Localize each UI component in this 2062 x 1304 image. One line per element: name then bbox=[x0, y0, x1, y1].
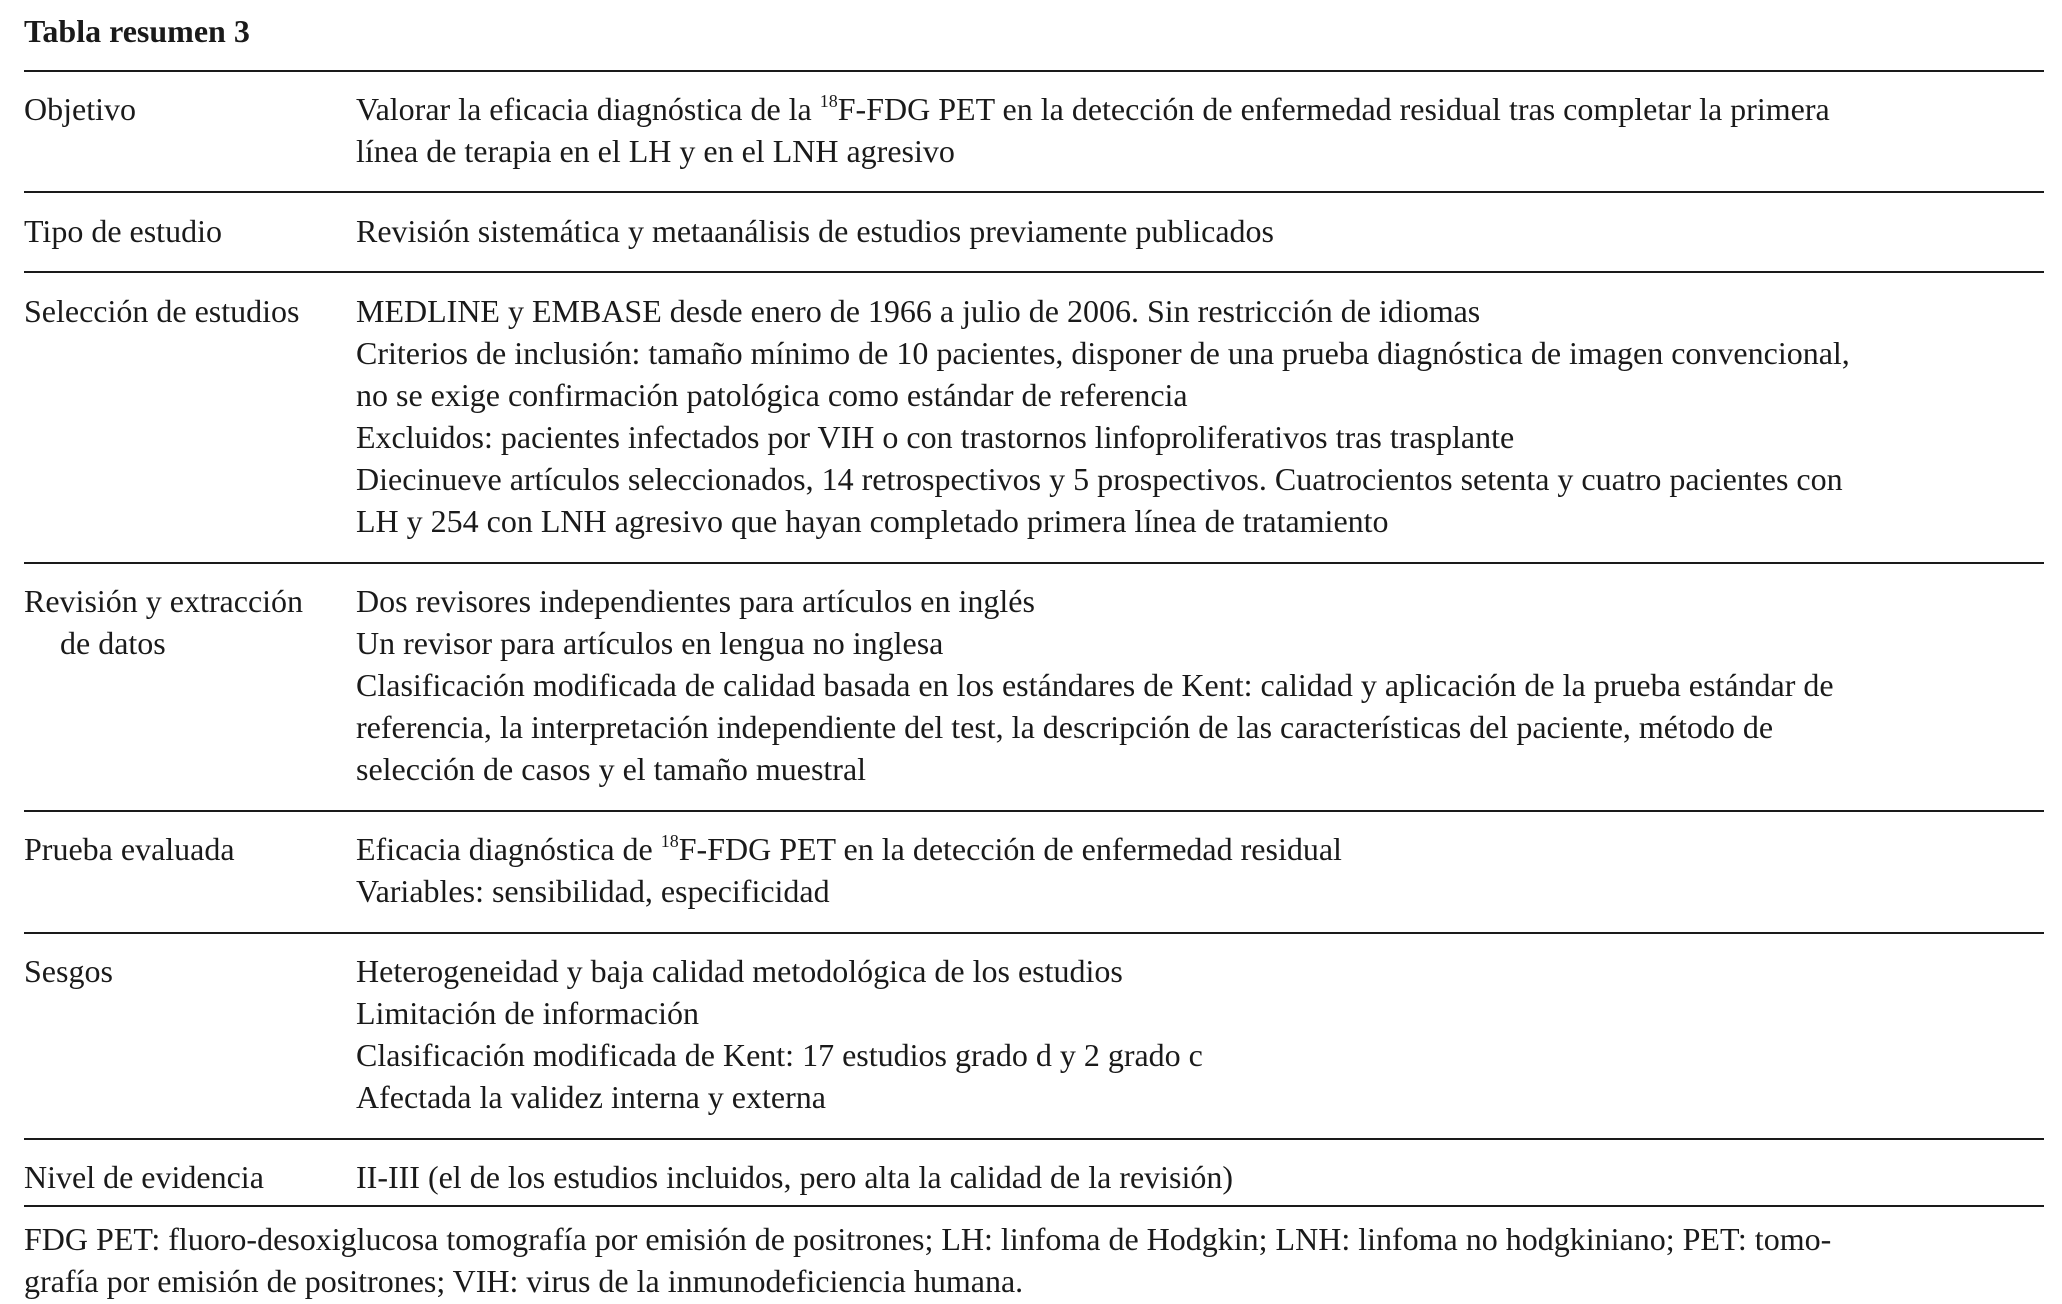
body-line: MEDLINE y EMBASE desde enero de 1966 a julio de 2006. Sin restricción de idiomas bbox=[356, 293, 1481, 329]
row-body-seleccion-de-estudios bbox=[356, 290, 1850, 542]
body-line: Afectada la validez interna y externa bbox=[356, 1079, 826, 1115]
label-line: Nivel de evidencia bbox=[24, 1159, 264, 1195]
text-segment: F-FDG PET en la detección de enfermedad residual tras completar la primera bbox=[837, 91, 1830, 127]
body-line: no se exige confirmación patológica como estándar de referencia bbox=[356, 377, 1188, 413]
body-line: Un revisor para artículos en lengua no inglesa bbox=[356, 625, 944, 661]
body-line: Heterogeneidad y baja calidad metodológica de los estudios bbox=[356, 953, 1123, 989]
body-line bbox=[356, 828, 1342, 870]
text-segment: Eficacia diagnóstica de bbox=[356, 831, 661, 867]
table-title: Tabla resumen 3 bbox=[24, 13, 250, 49]
row-label-prueba-evaluada bbox=[24, 828, 235, 870]
body-line bbox=[356, 88, 1830, 130]
row-body-objetivo bbox=[356, 88, 1830, 172]
label-line: Tipo de estudio bbox=[24, 213, 222, 249]
row-label-nivel-de-evidencia bbox=[24, 1156, 264, 1198]
row-label-objetivo bbox=[24, 88, 136, 130]
row-divider bbox=[24, 932, 2044, 934]
body-line: Diecinueve artículos seleccionados, 14 retrospectivos y 5 prospectivos. Cuatrocientos setenta y cuatro pacientes con bbox=[356, 461, 1843, 497]
body-line: II-III (el de los estudios incluidos, pero alta la calidad de la revisión) bbox=[356, 1159, 1234, 1195]
body-line: selección de casos y el tamaño muestral bbox=[356, 751, 867, 787]
isotope-superscript: 18 bbox=[819, 91, 838, 111]
row-body-sesgos bbox=[356, 950, 1203, 1118]
body-line: línea de terapia en el LH y en el LNH agresivo bbox=[356, 133, 955, 169]
body-line: Variables: sensibilidad, especificidad bbox=[356, 873, 830, 909]
table-footnote bbox=[24, 1218, 1831, 1302]
bottom-rule bbox=[24, 1205, 2044, 1207]
label-line: Prueba evaluada bbox=[24, 831, 235, 867]
label-line: Selección de estudios bbox=[24, 293, 300, 329]
row-body-prueba-evaluada bbox=[356, 828, 1342, 912]
row-divider bbox=[24, 1138, 2044, 1140]
row-divider bbox=[24, 810, 2044, 812]
row-label-revision-y-extraccion bbox=[24, 580, 303, 664]
body-line: Limitación de información bbox=[356, 995, 699, 1031]
row-body-nivel-de-evidencia bbox=[356, 1156, 1233, 1198]
row-body-revision-y-extraccion bbox=[356, 580, 1834, 790]
body-line: Excluidos: pacientes infectados por VIH o con trastornos linfoproliferativos tras trasplante bbox=[356, 419, 1515, 455]
body-line: Criterios de inclusión: tamaño mínimo de 10 pacientes, disponer de una prueba diagnóstica de imagen convencional, bbox=[356, 335, 1850, 371]
row-divider bbox=[24, 191, 2044, 193]
row-divider bbox=[24, 271, 2044, 273]
body-line: Dos revisores independientes para artículos en inglés bbox=[356, 583, 1035, 619]
body-line: Revisión sistemática y metaanálisis de estudios previamente publicados bbox=[356, 213, 1274, 249]
body-line: LH y 254 con LNH agresivo que hayan completado primera línea de tratamiento bbox=[356, 503, 1389, 539]
footnote-line: FDG PET: fluoro-desoxiglucosa tomografía por emisión de positrones; LH: linfoma de Hodgkin; LNH: linfoma no hodgkiniano; PET: tomo- bbox=[24, 1221, 1832, 1257]
footnote-line: grafía por emisión de positrones; VIH: virus de la inmunodeficiencia humana. bbox=[24, 1263, 1024, 1299]
body-line: referencia, la interpretación independiente del test, la descripción de las características del paciente, método de bbox=[356, 709, 1774, 745]
isotope-superscript: 18 bbox=[660, 831, 679, 851]
row-label-tipo-de-estudio bbox=[24, 210, 222, 252]
body-line: Clasificación modificada de calidad basada en los estándares de Kent: calidad y aplicación de la prueba estándar de bbox=[356, 667, 1834, 703]
top-rule bbox=[24, 70, 2044, 72]
text-segment: Valorar la eficacia diagnóstica de la bbox=[356, 91, 820, 127]
label-line: Objetivo bbox=[24, 91, 136, 127]
row-label-sesgos bbox=[24, 950, 113, 992]
label-line: de datos bbox=[60, 625, 166, 661]
text-segment: F-FDG PET en la detección de enfermedad residual bbox=[678, 831, 1342, 867]
label-line: Sesgos bbox=[24, 953, 113, 989]
row-divider bbox=[24, 562, 2044, 564]
label-line: Revisión y extracción bbox=[24, 583, 304, 619]
row-body-tipo-de-estudio bbox=[356, 210, 1274, 252]
body-line: Clasificación modificada de Kent: 17 estudios grado d y 2 grado c bbox=[356, 1037, 1203, 1073]
row-label-seleccion-de-estudios bbox=[24, 290, 299, 332]
